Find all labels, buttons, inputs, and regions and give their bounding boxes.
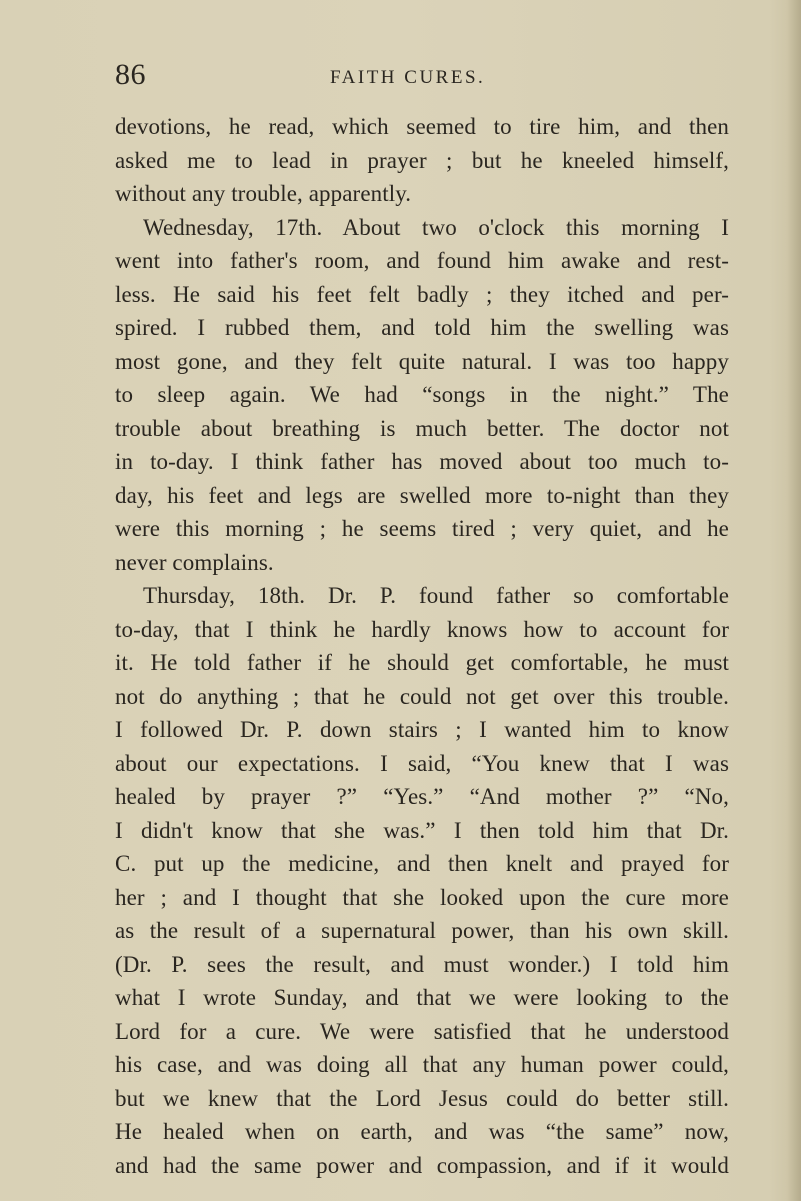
running-title: FAITH CURES. bbox=[330, 67, 486, 88]
text-line: less. He said his feet felt badly ; they itched and per- bbox=[115, 281, 729, 307]
text-line: day, his feet and legs are swelled more to-night than they bbox=[115, 482, 729, 508]
text-line: her ; and I thought that she looked upon the cure more bbox=[115, 884, 729, 910]
text-line: He healed when on earth, and was “the same” now, bbox=[115, 1119, 729, 1144]
text-line: trouble about breathing is much better. The doctor not bbox=[115, 415, 729, 441]
text-line: Wednesday, 17th. About two o'clock this morning I bbox=[143, 214, 729, 240]
text-line: his case, and was doing all that any human power could, bbox=[115, 1052, 729, 1077]
text-line: to sleep again. We had “songs in the night.” The bbox=[115, 382, 729, 407]
text-line: what I wrote Sunday, and that we were looking to the bbox=[115, 985, 729, 1010]
text-line: Thursday, 18th. Dr. P. found father so comfortable bbox=[143, 583, 729, 608]
text-line: but we knew that the Lord Jesus could do better still. bbox=[115, 1085, 729, 1111]
text-line: I followed Dr. P. down stairs ; I wanted him to know bbox=[115, 717, 729, 742]
page-number: 86 bbox=[115, 58, 146, 91]
text-line: C. put up the medicine, and then knelt and prayed for bbox=[115, 851, 729, 876]
text-line: it. He told father if he should get comfortable, he must bbox=[115, 650, 729, 675]
text-line: without any trouble, apparently. bbox=[115, 181, 412, 206]
text-line: to-day, that I think he hardly knows how to account for bbox=[115, 616, 729, 642]
text-line: never complains. bbox=[115, 549, 274, 575]
text-line: most gone, and they felt quite natural. I was too happy bbox=[115, 348, 729, 374]
text-line: healed by prayer ?” “Yes.” “And mother ?” “No, bbox=[115, 784, 729, 809]
text-line: and had the same power and compassion, and if it would bbox=[115, 1152, 729, 1178]
text-line: (Dr. P. sees the result, and must wonder.) I told him bbox=[115, 951, 729, 977]
text-line: asked me to lead in prayer ; but he kneeled himself, bbox=[115, 147, 729, 173]
text-line: were this morning ; he seems tired ; very quiet, and he bbox=[115, 516, 729, 541]
text-line: Lord for a cure. We were satisfied that he understood bbox=[115, 1018, 729, 1044]
text-line: in to-day. I think father has moved about too much to- bbox=[115, 449, 729, 474]
text-line: not do anything ; that he could not get over this trouble. bbox=[115, 683, 729, 709]
text-line: about our expectations. I said, “You knew that I was bbox=[115, 750, 729, 776]
body-text bbox=[115, 110, 729, 1182]
text-line: went into father's room, and found him awake and rest- bbox=[115, 248, 729, 273]
page-edge-shadow bbox=[787, 0, 801, 1201]
text-line: devotions, he read, which seemed to tire him, and then bbox=[115, 114, 729, 139]
text-line: spired. I rubbed them, and told him the swelling was bbox=[115, 315, 729, 340]
text-line: as the result of a supernatural power, than his own skill. bbox=[115, 918, 729, 943]
page-header bbox=[0, 58, 801, 98]
text-line: I didn't know that she was.” I then told him that Dr. bbox=[115, 817, 729, 843]
